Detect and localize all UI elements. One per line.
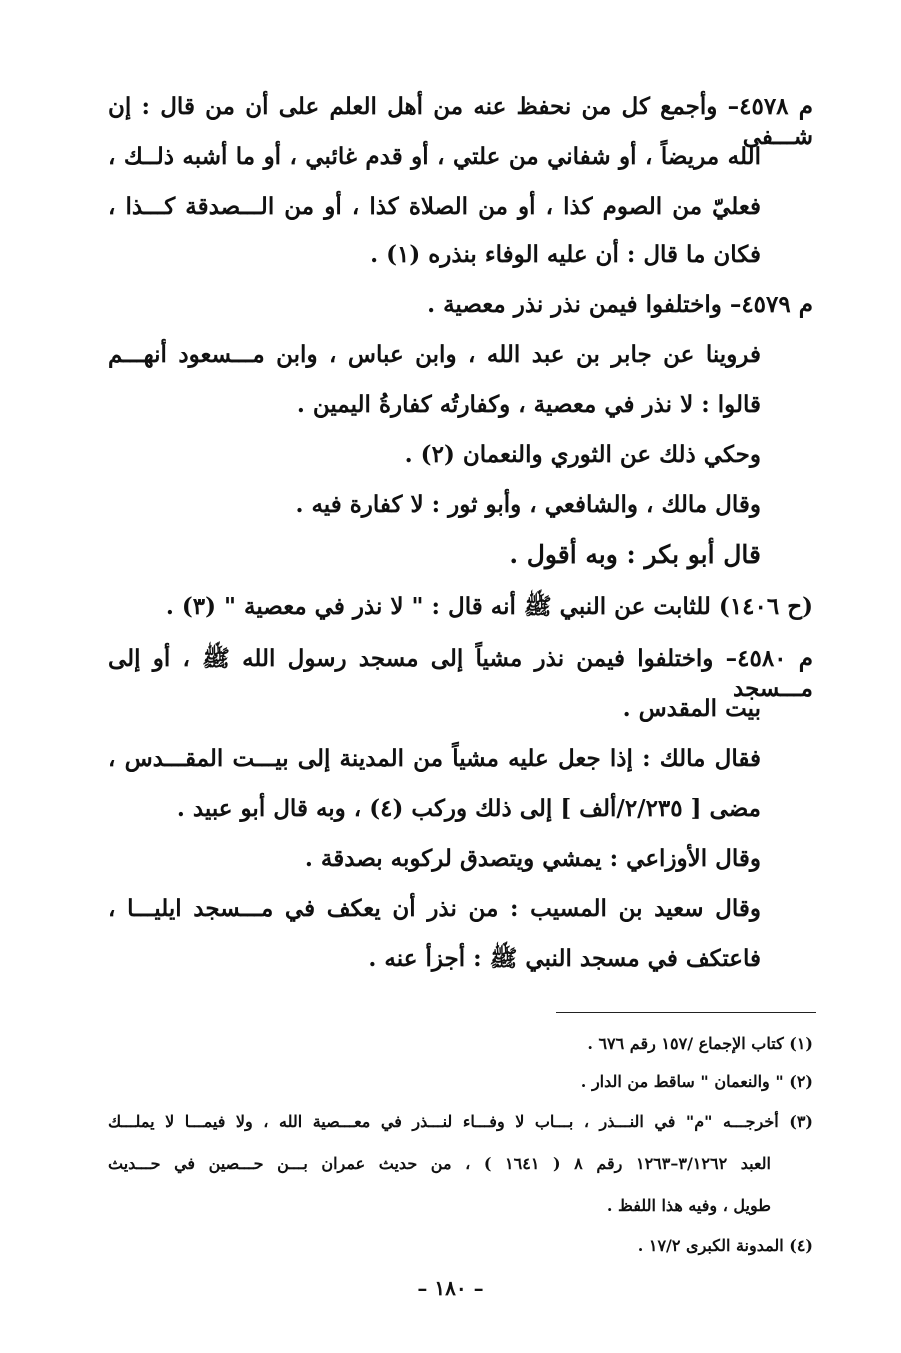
paragraph-4580-line-2: بيت المقدس .: [622, 695, 761, 722]
footnote-2: (٢) " والنعمان " ساقط من الدار .: [580, 1072, 813, 1091]
paragraph-4580-line-1: م ٤٥٨٠– واختلفوا فيمن نذر مشياً إلى مسجد رسول الله ﷺ ، أو إلى مـــسجد: [108, 645, 813, 702]
paragraph-4580-line-7: فاعتكف في مسجد النبي ﷺ : أجزأ عنه .: [368, 945, 761, 972]
paragraph-4579-heading: م ٤٥٧٩– واختلفوا فيمن نذر نذر معصية .: [427, 291, 813, 318]
paragraph-4578-line-3: فعليّ من الصوم كذا ، أو من الصلاة كذا ، أو من الـــصدقة كـــذا ،: [108, 193, 761, 220]
paragraph-4578-line-4: فكان ما قال : أن عليه الوفاء بنذره (١) .: [370, 241, 761, 268]
paragraph-4580-line-6: وقال سعيد بن المسيب : من نذر أن يعكف في مـــسجد ايليـــا ،: [108, 895, 761, 922]
footnote-3-line-3: طويل ، وفيه هذا اللفظ .: [606, 1196, 771, 1215]
footnote-1: (١) كتاب الإجماع /١٥٧ رقم ٦٧٦ .: [587, 1034, 813, 1053]
paragraph-4580-line-3: فقال مالك : إذا جعل عليه مشياً من المدينة إلى بيـــت المقـــدس ،: [108, 745, 761, 772]
paragraph-4580-line-4: مضى [ ٢/٢٣٥/ألف ] إلى ذلك وركب (٤) ، وبه قال أبو عبيد .: [176, 795, 761, 822]
paragraph-4579-line-4: وقال مالك ، والشافعي ، وأبو ثور : لا كفارة فيه .: [295, 491, 761, 518]
abu-bakr-statement: قال أبو بكر : وبه أقول .: [509, 540, 761, 569]
paragraph-4578-line-2: الله مريضاً ، أو شفاني من علتي ، أو قدم غائبي ، أو ما أشبه ذلــك ،: [108, 143, 761, 170]
footnote-3-line-2: العبد ٣/١٢٦٢–١٢٦٣ رقم ٨ ( ١٦٤١ ) ، من حديث عمران بـــن حـــصين في حـــديث: [108, 1154, 772, 1173]
paragraph-4580-line-5: وقال الأوزاعي : يمشي ويتصدق لركوبه بصدقة .: [304, 845, 761, 872]
footnote-4: (٤) المدونة الكبرى ١٧/٢ .: [637, 1236, 813, 1255]
footnote-3-line-1: (٣) أخرجـــه "م" في النـــذر ، بـــاب لا وفـــاء لنـــذر في معـــصية الله ، ولا فيمـــا لا يملـــك: [108, 1112, 813, 1131]
hadith-1406: (ح ١٤٠٦) للثابت عن النبي ﷺ أنه قال : " لا نذر في معصية " (٣) .: [165, 593, 813, 620]
paragraph-4579-line-2: قالوا : لا نذر في معصية ، وكفارتُه كفارةُ اليمين .: [296, 391, 761, 418]
paragraph-4579-line-1: فروينا عن جابر بن عبد الله ، وابن عباس ، وابن مـــسعود أنهـــم: [108, 341, 761, 368]
paragraph-4579-line-3: وحكي ذلك عن الثوري والنعمان (٢) .: [404, 441, 761, 468]
paragraph-4578-line-1: م ٤٥٧٨– وأجمع كل من نحفظ عنه من أهل العلم على أن من قال : إن شـــفى: [108, 93, 813, 150]
page-number: – ١٨٠ –: [417, 1276, 484, 1300]
footnote-divider: [556, 1012, 816, 1013]
